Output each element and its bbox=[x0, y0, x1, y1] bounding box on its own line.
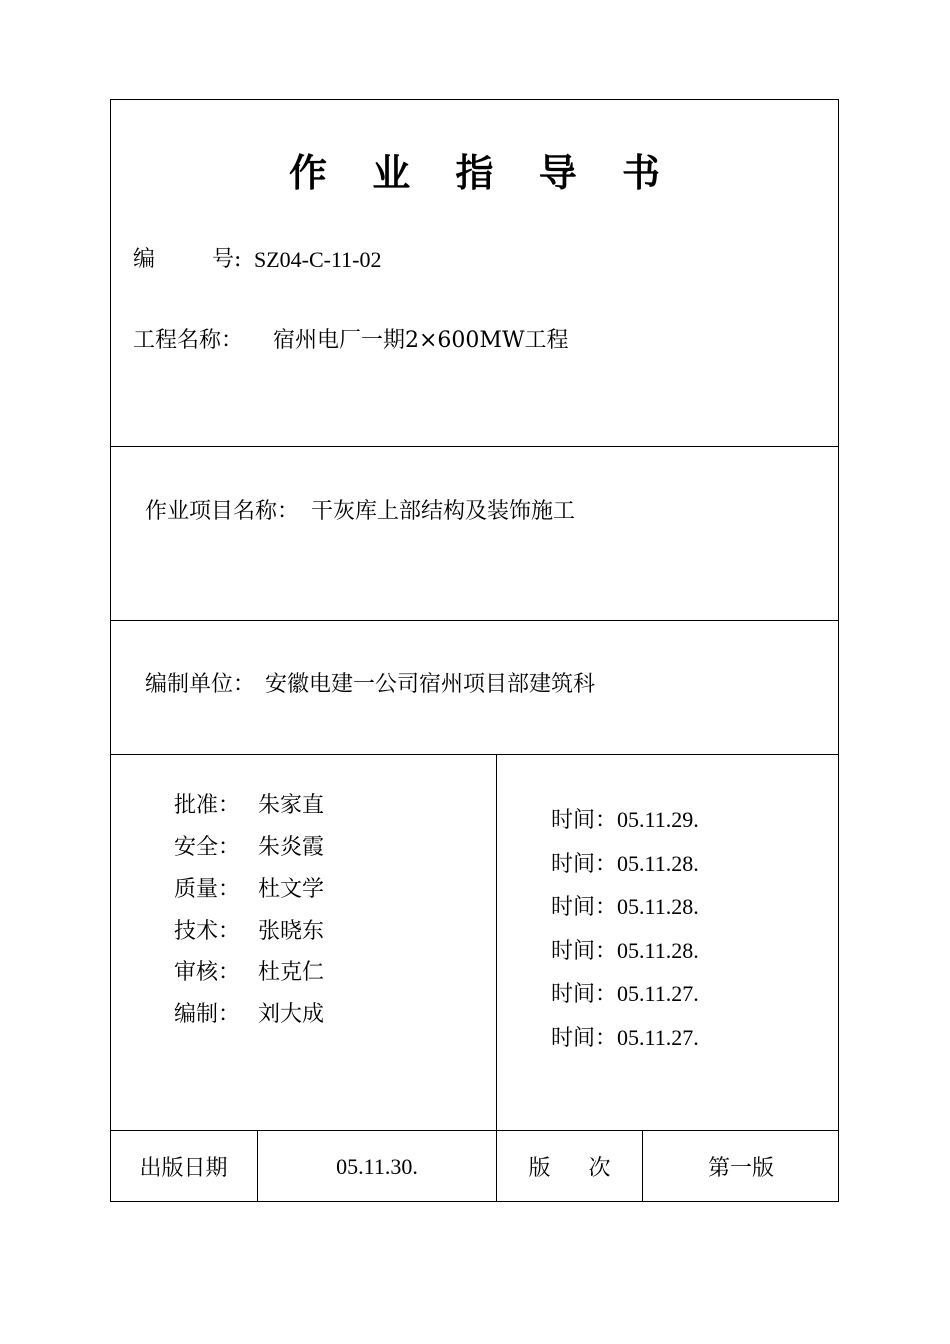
divider-unit bbox=[110, 754, 839, 755]
signature-role: 审核： bbox=[174, 960, 241, 985]
unit-label: 编制单位： bbox=[145, 672, 256, 697]
divider-header bbox=[110, 446, 839, 447]
signature-name: 刘大成 bbox=[258, 1002, 325, 1027]
edition-label bbox=[497, 1131, 642, 1202]
code-label-a: 编 bbox=[133, 247, 156, 272]
code-label-b: 号 bbox=[212, 247, 235, 272]
signature-row-review bbox=[174, 960, 325, 985]
time-value: 05.11.29. bbox=[617, 807, 699, 832]
time-label: 时间： bbox=[551, 852, 618, 877]
code-colon: : bbox=[234, 247, 242, 272]
time-row-approve bbox=[551, 809, 699, 832]
project-label: 工程名称： bbox=[133, 328, 244, 353]
code-value: SZ04-C-11-02 bbox=[254, 247, 382, 272]
signature-role: 批准： bbox=[174, 793, 241, 818]
time-row-compile bbox=[551, 1027, 699, 1050]
time-value: 05.11.28. bbox=[617, 851, 699, 876]
title-char: 书 bbox=[621, 150, 660, 195]
time-row-safety bbox=[551, 853, 699, 876]
publish-date-value: 05.11.30. bbox=[336, 1153, 418, 1179]
signature-row-technical bbox=[174, 919, 325, 944]
unit-value: 安徽电建一公司宿州项目部建筑科 bbox=[265, 672, 596, 697]
work-item-value: 干灰库上部结构及装饰施工 bbox=[311, 499, 576, 524]
signature-name: 朱炎霞 bbox=[258, 835, 325, 860]
project-value: 宿州电厂一期2×600MW工程 bbox=[273, 328, 569, 353]
time-value: 05.11.28. bbox=[617, 938, 699, 963]
signature-name: 杜文学 bbox=[258, 877, 325, 902]
title-char: 作 bbox=[288, 150, 327, 195]
time-label: 时间： bbox=[551, 808, 618, 833]
edition-value: 第一版 bbox=[707, 1156, 774, 1181]
time-label: 时间： bbox=[551, 895, 618, 920]
edition-label-b: 次 bbox=[588, 1156, 611, 1181]
divider-work-item bbox=[110, 620, 839, 621]
time-label: 时间： bbox=[551, 982, 618, 1007]
signature-role: 编制： bbox=[174, 1002, 241, 1027]
signature-row-quality bbox=[174, 877, 325, 902]
time-label: 时间： bbox=[551, 939, 618, 964]
signature-role: 质量： bbox=[174, 877, 241, 902]
edition-label-a: 版 bbox=[528, 1156, 551, 1181]
signature-role: 安全： bbox=[174, 835, 241, 860]
time-value: 05.11.28. bbox=[617, 894, 699, 919]
signature-row-approve bbox=[174, 793, 325, 818]
work-item-label: 作业项目名称： bbox=[145, 499, 300, 524]
title-char: 导 bbox=[538, 150, 577, 195]
time-row-technical bbox=[551, 940, 699, 963]
signature-name: 张晓东 bbox=[258, 919, 325, 944]
signature-row-compile bbox=[174, 1002, 325, 1027]
signature-role: 技术： bbox=[174, 919, 241, 944]
time-row-quality bbox=[551, 896, 699, 919]
time-value: 05.11.27. bbox=[617, 1025, 699, 1050]
publish-date-label: 出版日期 bbox=[139, 1156, 228, 1181]
document-title bbox=[110, 142, 839, 197]
time-label: 时间： bbox=[551, 1026, 618, 1051]
title-char: 指 bbox=[455, 150, 494, 195]
title-char: 业 bbox=[372, 150, 411, 195]
time-row-review bbox=[551, 983, 699, 1006]
signature-name: 杜克仁 bbox=[258, 960, 325, 985]
time-value: 05.11.27. bbox=[617, 981, 699, 1006]
signature-row-safety bbox=[174, 835, 325, 860]
signature-name: 朱家直 bbox=[258, 793, 325, 818]
